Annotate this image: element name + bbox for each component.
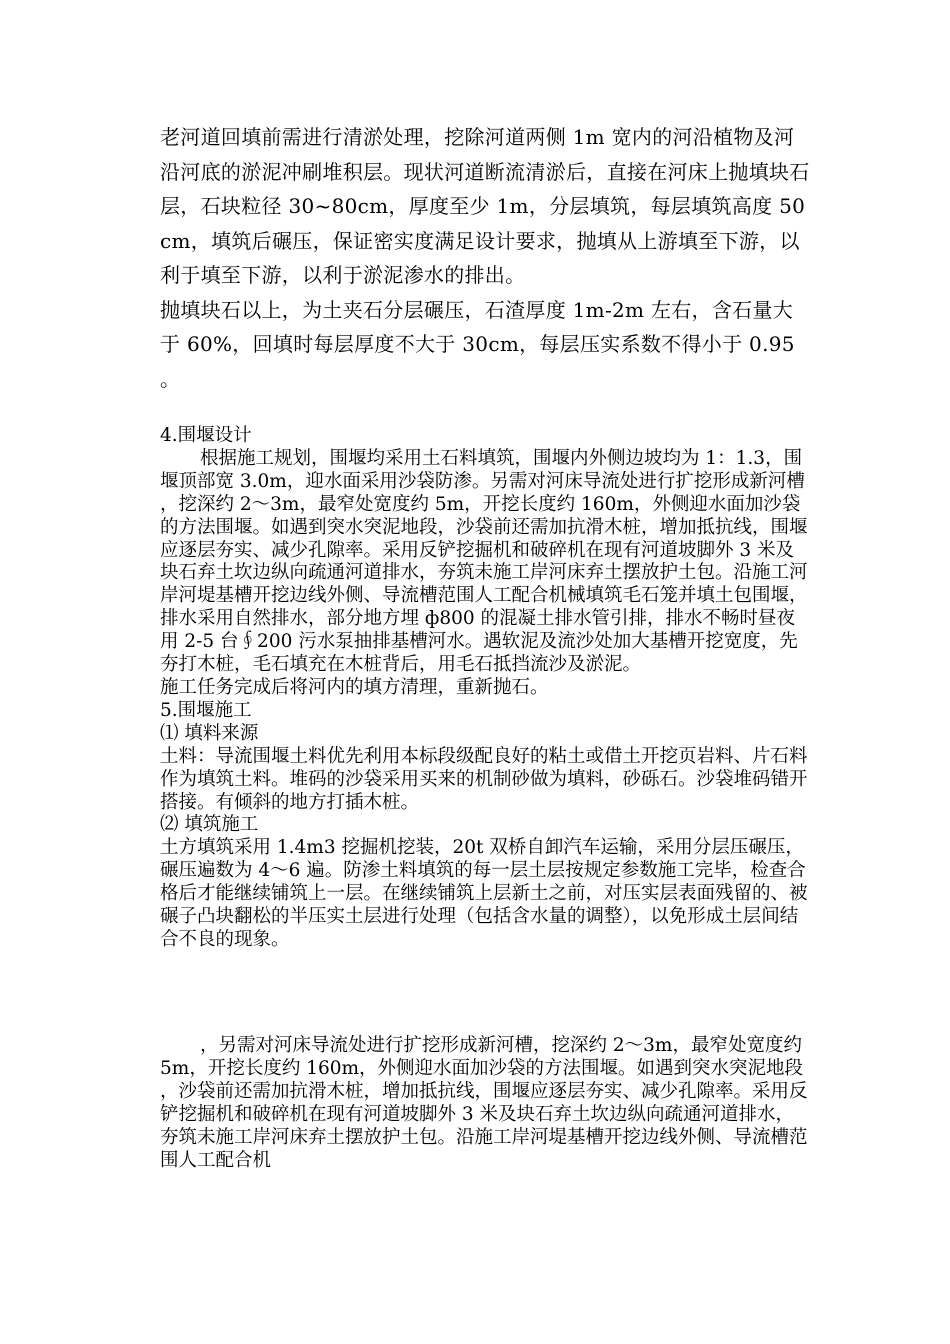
paragraph-diversion-channel: ，另需对河床导流处进行扩挖形成新河槽，挖深约 2～3m，最窄处宽度约 5m，开挖长度约 160m，外侧迎水面加沙袋的方法围堰。如遇到突水突泥地段，沙袋前还需加抗滑木桩，增加抵抗线，围堰应逐层夯实、减少孔隙率。采用反铲挖掘机和破碎机在现有河道坡脚外 3 米及块石弃土坎边纵向疏通河道排水，夯筑未施工岸河床弃土摆放护土包。沿施工岸河堤基槽开挖边线外侧、导流槽范围人工配合机	[160, 1035, 808, 1171]
paragraph-dredging: 老河道回填前需进行清淤处理，挖除河道两侧 1m 宽内的河沿植物及河沿河底的淤泥冲刷堆积层。现状河道断流清淤后，直接在河床上抛填块石层，石块粒径 30~80cm，厚度至少 1m，分层填筑，每层填筑高度 50cm，填筑后碾压，保证密实度满足设计要求，抛填从上游填至下游，以利于填至下游，以利于淤泥渗水的排出。	[160, 125, 810, 287]
heading-cofferdam-construction: 5.围堰施工	[160, 699, 252, 721]
paragraph-fill-source: 土料：导流围堰土料优先利用本标段级配良好的粘土或借土开挖页岩料、片石料作为填筑土料。堆码的沙袋采用买来的机制砂做为填料，砂砾石。沙袋堆码错开搭接。有倾斜的地方打插木桩。	[160, 745, 808, 813]
heading-cofferdam-design: 4.围堰设计	[160, 425, 252, 446]
section-riverbed-backfill	[160, 120, 810, 396]
subheading-fill-construction: ⑵ 填筑施工	[160, 814, 259, 836]
paragraph-stone-fill: 抛填块石以上，为土夹石分层碾压，石渣厚度 1m-2m 左右，含石量大于 60%，回填时每层厚度不大于 30cm，每层压实系数不得小于 0.95。	[160, 297, 795, 391]
subheading-fill-source: ⑴ 填料来源	[160, 722, 259, 744]
paragraph-cleanup: 施工任务完成后将河内的填方清理，重新抛石。	[160, 676, 549, 698]
paragraph-fill-construction: 土方填筑采用 1.4m3 挖掘机挖装，20t 双桥自卸汽车运输，采用分层压碾压，碾压遍数为 4～6 遍。防渗土料填筑的每一层土层按规定参数施工完毕，检查合格后才能继续铺筑上一层。在继续铺筑上层新土之前，对压实层表面残留的、被碾子凸块翻松的半压实土层进行处理（包括含水量的调整），以免形成土层间结合不良的现象。	[160, 837, 808, 950]
paragraph-cofferdam-design: 根据施工规划，围堰均采用土石料填筑，围堰内外侧边坡均为 1：1.3，围堰顶部宽 3.0m，迎水面采用沙袋防渗。另需对河床导流处进行扩挖形成新河槽，挖深约 2～3m，最窄处宽度约 5m，开挖长度约 160m，外侧迎水面加沙袋的方法围堰。如遇到突水突泥地段，沙袋前还需加抗滑木桩，增加抵抗线，围堰应逐层夯实、减少孔隙率。采用反铲挖掘机和破碎机在现有河道坡脚外 3 米及块石弃土坎边纵向疏通河道排水，夯筑未施工岸河床弃土摆放护土包。沿施工河岸河堤基槽开挖边线外侧、导流槽范围人工配合机械填筑毛石笼并填土包围堰，排水采用自然排水，部分地方埋 ф800 的混凝土排水管引排，排水不畅时昼夜用 2-5 台∮200 污水泵抽排基槽河水。遇软泥及流沙处加大基槽开挖宽度，先夯打木桩，毛石填充在木桩背后，用毛石抵挡流沙及淤泥。	[160, 447, 808, 676]
section-cofferdam	[160, 425, 810, 952]
section-repeat	[160, 1035, 810, 1172]
